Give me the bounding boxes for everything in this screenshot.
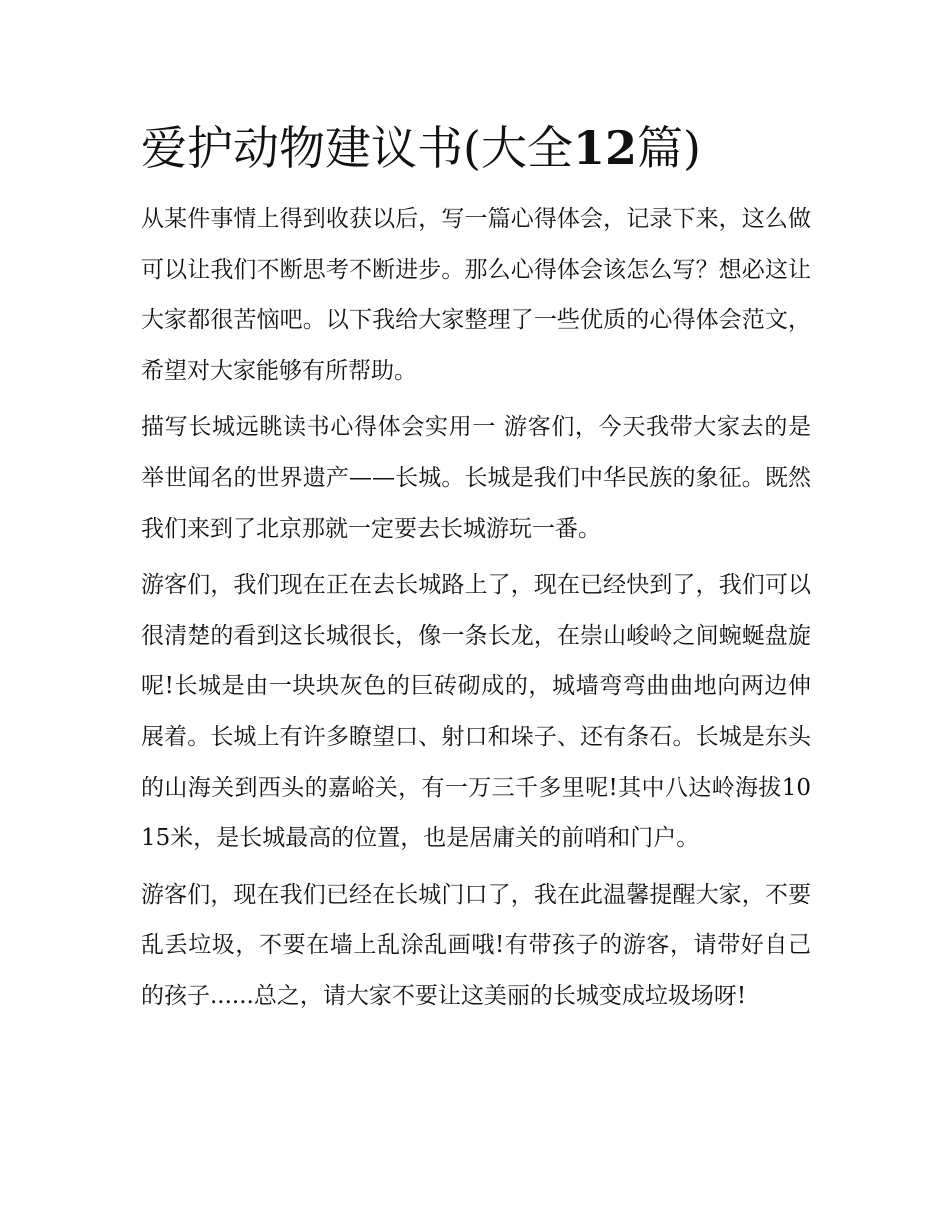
paragraph-greatwall-intro: 描写长城远眺读书心得体会实用一 游客们，今天我带大家去的是举世闻名的世界遗产——长城。长城是我们中华民族的象征。既然我们来到了北京那就一定要去长城游玩一番。 <box>141 414 811 542</box>
document-title <box>141 116 811 180</box>
paragraph-reminder: 游客们，现在我们已经在长城门口了，我在此温馨提醒大家，不要乱丢垃圾，不要在墙上乱涂乱画哦!有带孩子的游客，请带好自己的孩子......总之，请大家不要让这美丽的长城变成垃圾场呀! <box>141 881 811 1009</box>
document-body <box>141 116 811 1028</box>
paragraph-greatwall-description: 游客们，我们现在正在去长城路上了，现在已经快到了，我们可以很清楚的看到这长城很长，像一条长龙，在崇山峻岭之间蜿蜒盘旋呢!长城是由一块块灰色的巨砖砌成的，城墙弯弯曲曲地向两边伸展着。长城上有许多瞭望口、射口和垛子、还有条石。长城是东头的山海关到西头的嘉峪关，有一万三千多里呢!其中八达岭海拔1015米，是长城最高的位置，也是居庸关的前哨和门户。 <box>141 572 811 852</box>
title-number: 12 <box>572 121 637 175</box>
title-main: 爱护动物建议书(大全 <box>141 121 573 175</box>
paragraph-intro: 从某件事情上得到收获以后，写一篇心得体会，记录下来，这么做可以让我们不断思考不断进步。那么心得体会该怎么写？想必这让大家都很苦恼吧。以下我给大家整理了一些优质的心得体会范文，希望对大家能够有所帮助。 <box>141 206 811 384</box>
title-end: 篇) <box>636 121 701 175</box>
